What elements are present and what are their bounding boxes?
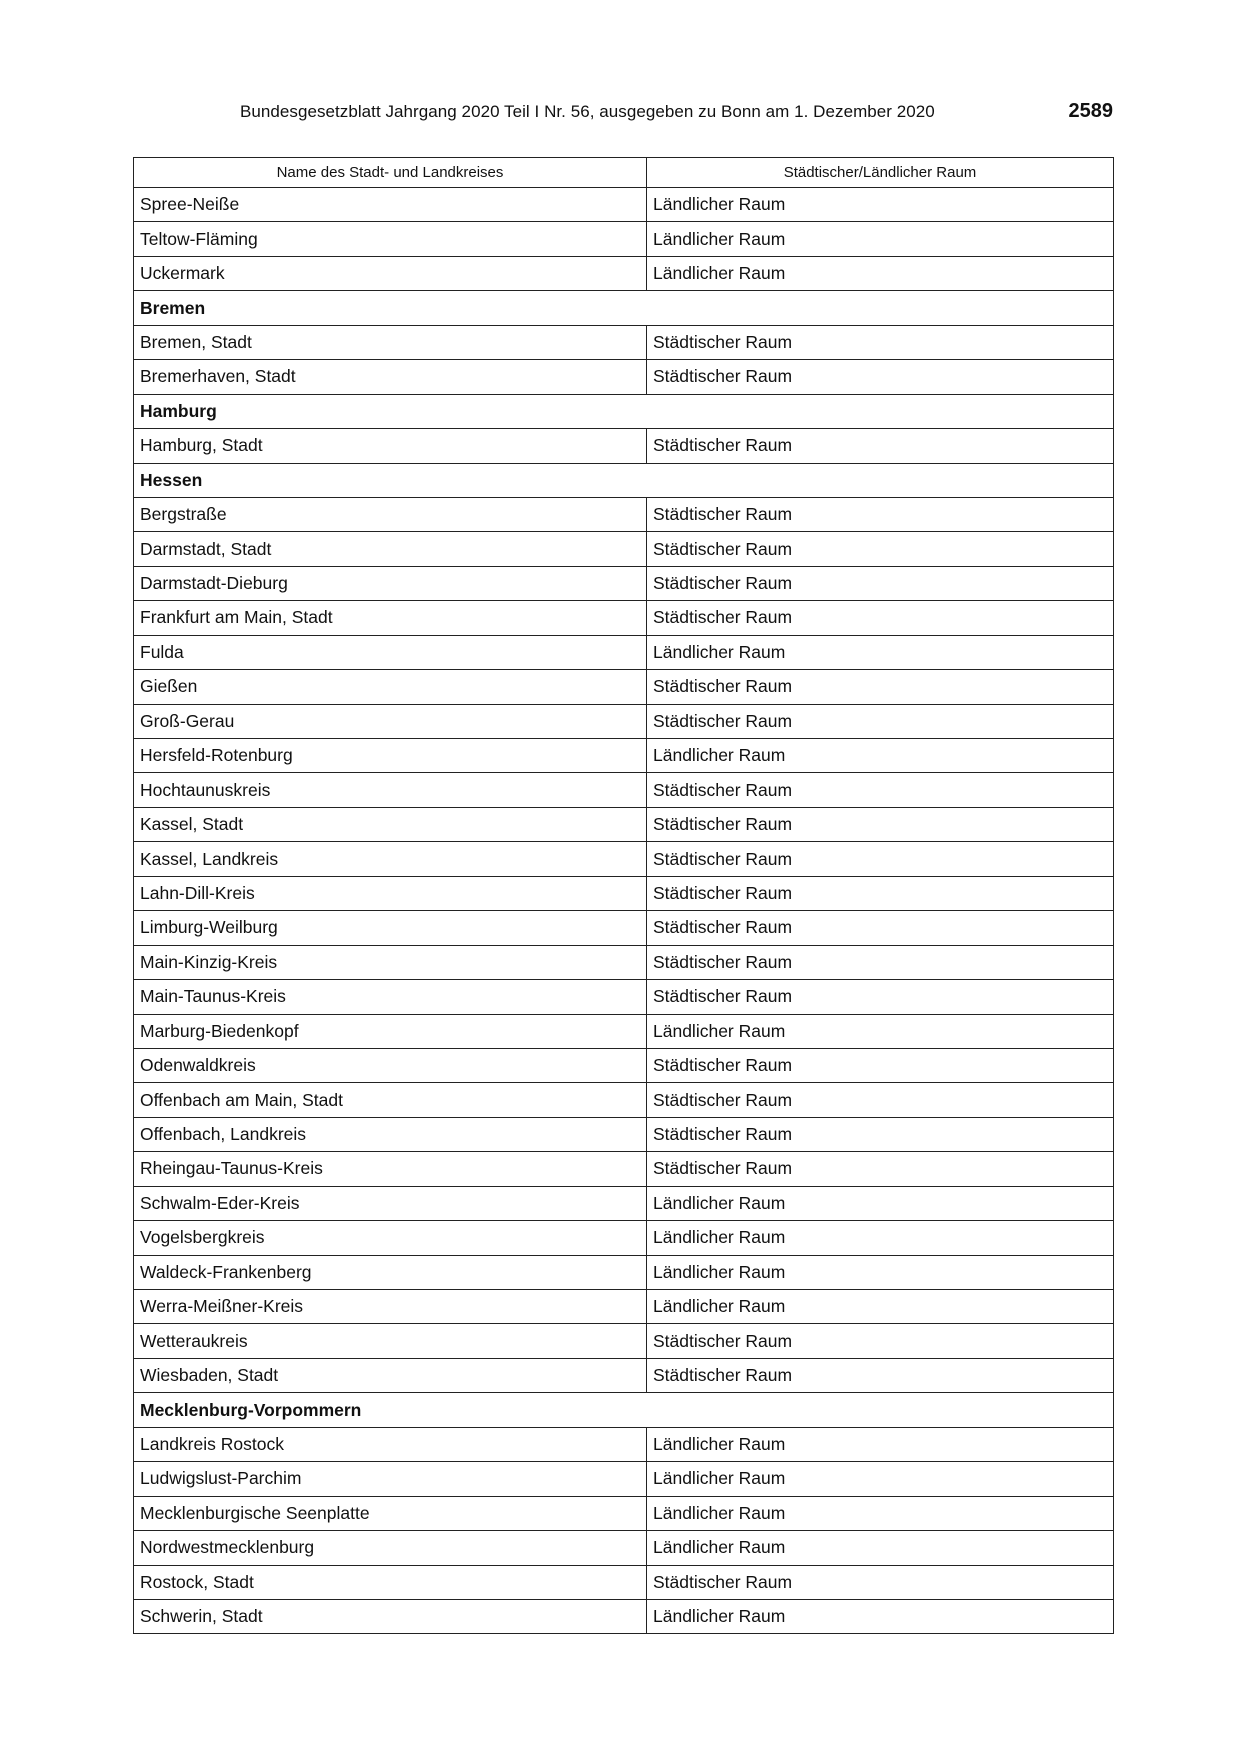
table-row [134,601,1114,635]
table-row [134,1531,1114,1565]
district-name-cell: Waldeck-Frankenberg [134,1255,647,1289]
table-row [134,1048,1114,1082]
table-row [134,1324,1114,1358]
area-type-cell: Ländlicher Raum [647,1531,1114,1565]
area-type-cell: Ländlicher Raum [647,1496,1114,1530]
district-name-cell: Kassel, Stadt [134,807,647,841]
table-row [134,1290,1114,1324]
district-name-cell: Hersfeld-Rotenburg [134,739,647,773]
table-row [134,1014,1114,1048]
district-name-cell: Frankfurt am Main, Stadt [134,601,647,635]
area-type-cell: Städtischer Raum [647,601,1114,635]
kreise-table [133,157,1114,1634]
district-name-cell: Bergstraße [134,497,647,531]
district-name-cell: Lahn-Dill-Kreis [134,876,647,910]
area-type-cell: Städtischer Raum [647,807,1114,841]
table-row [134,704,1114,738]
table-row [134,188,1114,222]
district-name-cell: Uckermark [134,256,647,290]
district-name-cell: Kassel, Landkreis [134,842,647,876]
district-name-cell: Darmstadt, Stadt [134,532,647,566]
area-type-cell: Städtischer Raum [647,1083,1114,1117]
district-name-cell: Rostock, Stadt [134,1565,647,1599]
table-row [134,980,1114,1014]
district-name-cell: Groß-Gerau [134,704,647,738]
table-row [134,635,1114,669]
district-name-cell: Mecklenburgische Seenplatte [134,1496,647,1530]
table-row [134,256,1114,290]
area-type-cell: Ländlicher Raum [647,1427,1114,1461]
area-type-cell: Städtischer Raum [647,980,1114,1014]
district-name-cell: Ludwigslust-Parchim [134,1462,647,1496]
table-row [134,532,1114,566]
district-name-cell: Darmstadt-Dieburg [134,566,647,600]
table-row [134,325,1114,359]
district-name-cell: Marburg-Biedenkopf [134,1014,647,1048]
table-row [134,1152,1114,1186]
table-row [134,807,1114,841]
district-name-cell: Fulda [134,635,647,669]
district-name-cell: Gießen [134,670,647,704]
state-heading: Hamburg [134,394,1114,428]
table-row [134,1496,1114,1530]
state-heading: Mecklenburg-Vorpommern [134,1393,1114,1427]
district-name-cell: Main-Kinzig-Kreis [134,945,647,979]
area-type-cell: Ländlicher Raum [647,188,1114,222]
table-row [134,1599,1114,1633]
area-type-cell: Ländlicher Raum [647,1462,1114,1496]
area-type-cell: Städtischer Raum [647,876,1114,910]
state-heading: Bremen [134,291,1114,325]
area-type-cell: Städtischer Raum [647,911,1114,945]
area-type-cell: Ländlicher Raum [647,1014,1114,1048]
area-type-cell: Städtischer Raum [647,532,1114,566]
area-type-cell: Städtischer Raum [647,1565,1114,1599]
area-type-cell: Städtischer Raum [647,945,1114,979]
table-row [134,1565,1114,1599]
area-type-cell: Ländlicher Raum [647,1255,1114,1289]
district-name-cell: Werra-Meißner-Kreis [134,1290,647,1324]
table-row [134,1117,1114,1151]
district-name-cell: Offenbach, Landkreis [134,1117,647,1151]
area-type-cell: Städtischer Raum [647,325,1114,359]
area-type-cell: Städtischer Raum [647,842,1114,876]
area-type-cell: Städtischer Raum [647,360,1114,394]
district-name-cell: Landkreis Rostock [134,1427,647,1461]
state-heading: Hessen [134,463,1114,497]
table-row [134,1186,1114,1220]
table-row [134,773,1114,807]
district-name-cell: Hamburg, Stadt [134,429,647,463]
state-heading-row [134,463,1114,497]
district-name-cell: Bremen, Stadt [134,325,647,359]
area-type-cell: Städtischer Raum [647,1048,1114,1082]
area-type-cell: Städtischer Raum [647,1152,1114,1186]
column-header-name: Name des Stadt- und Landkreises [134,158,647,188]
district-name-cell: Offenbach am Main, Stadt [134,1083,647,1117]
area-type-cell: Städtischer Raum [647,497,1114,531]
area-type-cell: Städtischer Raum [647,704,1114,738]
district-name-cell: Bremerhaven, Stadt [134,360,647,394]
district-name-cell: Teltow-Fläming [134,222,647,256]
table-row [134,566,1114,600]
district-name-cell: Rheingau-Taunus-Kreis [134,1152,647,1186]
table-row [134,911,1114,945]
page-number: 2589 [1068,100,1113,122]
area-type-cell: Städtischer Raum [647,1117,1114,1151]
area-type-cell: Ländlicher Raum [647,1290,1114,1324]
gazette-header-title: Bundesgesetzblatt Jahrgang 2020 Teil I Nr. 56, ausgegeben zu Bonn am 1. Dezember 2020 [240,102,935,121]
area-type-cell: Städtischer Raum [647,1358,1114,1392]
area-type-cell: Städtischer Raum [647,566,1114,600]
page-header [133,100,1113,128]
district-name-cell: Hochtaunuskreis [134,773,647,807]
area-type-cell: Ländlicher Raum [647,1599,1114,1633]
table-body [134,188,1114,1634]
table-row [134,497,1114,531]
area-type-cell: Ländlicher Raum [647,1186,1114,1220]
area-type-cell: Städtischer Raum [647,429,1114,463]
table-row [134,1462,1114,1496]
district-name-cell: Spree-Neiße [134,188,647,222]
state-heading-row [134,1393,1114,1427]
area-type-cell: Ländlicher Raum [647,256,1114,290]
district-name-cell: Schwalm-Eder-Kreis [134,1186,647,1220]
area-type-cell: Ländlicher Raum [647,1221,1114,1255]
state-heading-row [134,394,1114,428]
table-row [134,1358,1114,1392]
area-type-cell: Städtischer Raum [647,773,1114,807]
table-row [134,429,1114,463]
table-row [134,739,1114,773]
district-name-cell: Wetteraukreis [134,1324,647,1358]
area-type-cell: Ländlicher Raum [647,222,1114,256]
table-row [134,222,1114,256]
table-row [134,1427,1114,1461]
table-row [134,360,1114,394]
area-type-cell: Ländlicher Raum [647,635,1114,669]
area-type-cell: Ländlicher Raum [647,739,1114,773]
district-name-cell: Nordwestmecklenburg [134,1531,647,1565]
state-heading-row [134,291,1114,325]
table-row [134,876,1114,910]
district-name-cell: Limburg-Weilburg [134,911,647,945]
table-row [134,842,1114,876]
column-header-raum: Städtischer/Ländlicher Raum [647,158,1114,188]
table-row [134,670,1114,704]
district-name-cell: Main-Taunus-Kreis [134,980,647,1014]
table-row [134,1221,1114,1255]
table-row [134,945,1114,979]
table-row [134,1083,1114,1117]
area-type-cell: Städtischer Raum [647,670,1114,704]
district-name-cell: Wiesbaden, Stadt [134,1358,647,1392]
table-row [134,1255,1114,1289]
area-type-cell: Städtischer Raum [647,1324,1114,1358]
district-name-cell: Vogelsbergkreis [134,1221,647,1255]
district-name-cell: Schwerin, Stadt [134,1599,647,1633]
table-header-row [134,158,1114,188]
district-name-cell: Odenwaldkreis [134,1048,647,1082]
